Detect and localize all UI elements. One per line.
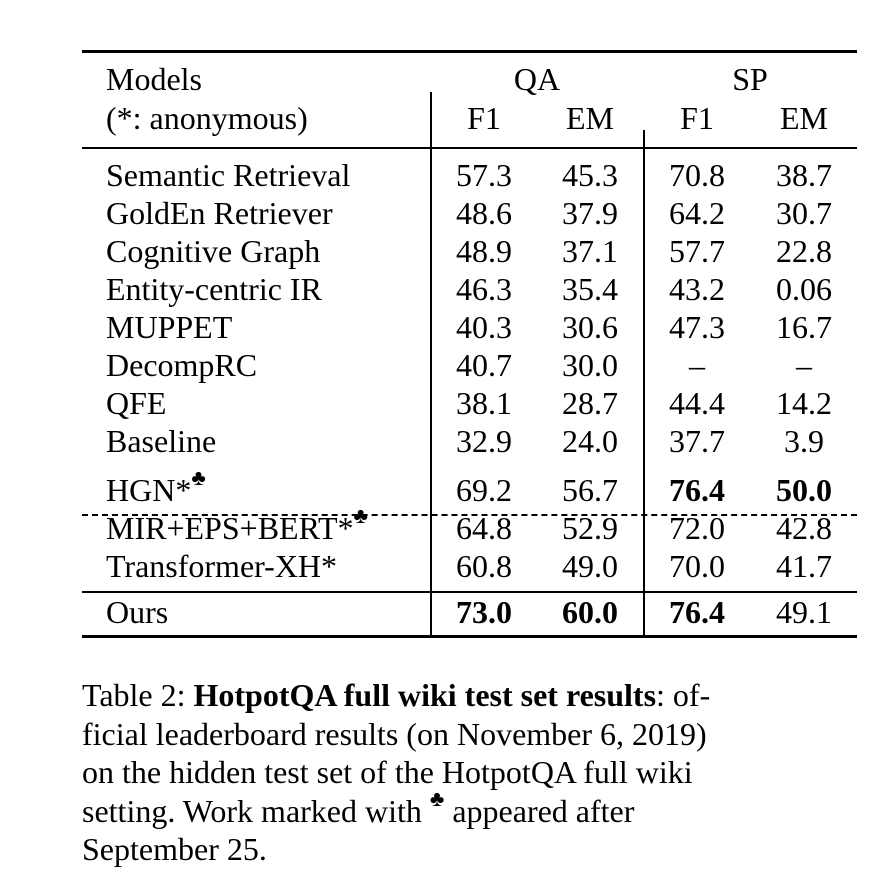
row-sp-f1: 64.2: [669, 195, 725, 231]
caption-title: HotpotQA full wiki test set results: [193, 677, 657, 713]
row-model: Semantic Retrieval: [106, 157, 351, 193]
header-qa-em: EM: [566, 100, 614, 136]
header-group-qa: QA: [513, 61, 561, 97]
row-model: Baseline: [106, 423, 217, 459]
row-qa-em: 30.0: [562, 347, 618, 383]
row-sp-em: 16.7: [776, 309, 832, 345]
row-sp-f1: 76.4: [669, 472, 725, 508]
row-model: QFE: [106, 385, 167, 421]
row-qa-em: 35.4: [562, 271, 618, 307]
header-rule: [82, 147, 857, 149]
header-sp-em: EM: [780, 100, 828, 136]
row-qa-f1: 32.9: [456, 423, 512, 459]
row-qa-f1: 57.3: [456, 157, 512, 193]
row-sp-f1: 44.4: [669, 385, 725, 421]
row-model: MIR+EPS+BERT*♣: [106, 503, 368, 546]
header-group-sp: SP: [732, 61, 768, 97]
table-bottom-rule: [82, 635, 857, 638]
row-sp-f1: 72.0: [669, 510, 725, 546]
header-sp-f1: F1: [680, 100, 714, 136]
row-sp-f1: –: [689, 347, 705, 383]
row-model: Cognitive Graph: [106, 233, 321, 269]
row-qa-f1: 46.3: [456, 271, 512, 307]
row-sp-em: 42.8: [776, 510, 832, 546]
table-caption: [82, 676, 844, 869]
row-qa-em: 37.1: [562, 233, 618, 269]
table-top-rule: [82, 50, 857, 53]
row-qa-f1: 48.6: [456, 195, 512, 231]
row-sp-f1: 70.0: [669, 548, 725, 584]
row-qa-f1: 40.3: [456, 309, 512, 345]
row-qa-f1: 38.1: [456, 385, 512, 421]
row-sp-em: 30.7: [776, 195, 832, 231]
row-sp-f1: 43.2: [669, 271, 725, 307]
results-table: [82, 50, 857, 638]
row-sp-em: 3.9: [784, 423, 824, 459]
row-sp-f1: 57.7: [669, 233, 725, 269]
row-sp-f1: 70.8: [669, 157, 725, 193]
sp-column-divider: [643, 130, 645, 635]
row-model: DecompRC: [106, 347, 258, 383]
row-sp-em: 41.7: [776, 548, 832, 584]
row-qa-f1: 73.0: [456, 594, 512, 630]
row-qa-f1: 64.8: [456, 510, 512, 546]
caption-line-4: setting. Work marked with ♣ appeared after: [82, 785, 635, 829]
row-sp-f1: 37.7: [669, 423, 725, 459]
row-model: GoldEn Retriever: [106, 195, 333, 231]
caption-line-2: ficial leaderboard results (on November 6, 2019): [82, 715, 707, 752]
caption-line-1: Table 2: HotpotQA full wiki test set results: of-: [82, 677, 711, 713]
row-sp-em: 49.1: [776, 594, 832, 630]
row-qa-em: 52.9: [562, 510, 618, 546]
row-sp-f1: 76.4: [669, 594, 725, 630]
qa-column-divider: [430, 92, 432, 635]
row-qa-f1: 60.8: [456, 548, 512, 584]
row-qa-em: 45.3: [562, 157, 618, 193]
row-qa-em: 37.9: [562, 195, 618, 231]
club-mark: ♣: [353, 503, 368, 529]
row-qa-em: 60.0: [562, 594, 618, 630]
caption-line-5: September 25.: [82, 831, 267, 867]
row-sp-em: 0.06: [776, 271, 832, 307]
row-model: Transformer-XH*: [106, 548, 338, 584]
row-sp-em: 14.2: [776, 385, 832, 421]
row-qa-f1: 40.7: [456, 347, 512, 383]
row-model: MUPPET: [106, 309, 233, 345]
club-mark: ♣: [191, 465, 206, 491]
row-sp-f1: 47.3: [669, 309, 725, 345]
row-sp-em: 22.8: [776, 233, 832, 269]
caption-line-3: on the hidden test set of the HotpotQA full wiki: [82, 754, 693, 790]
row-qa-em: 24.0: [562, 423, 618, 459]
row-qa-em: 28.7: [562, 385, 618, 421]
header-qa-f1: F1: [467, 100, 501, 136]
row-qa-em: 30.6: [562, 309, 618, 345]
row-model: HGN*♣: [106, 465, 206, 508]
row-sp-em: –: [796, 347, 812, 383]
row-qa-em: 49.0: [562, 548, 618, 584]
row-qa-em: 56.7: [562, 472, 618, 508]
row-qa-f1: 69.2: [456, 472, 512, 508]
row-model: Ours: [106, 594, 169, 630]
header-models-note: (*: anonymous): [106, 100, 308, 136]
row-qa-f1: 48.9: [456, 233, 512, 269]
header-models: Models: [106, 61, 202, 97]
row-sp-em: 50.0: [776, 472, 832, 508]
club-mark: ♣: [429, 785, 445, 811]
row-sp-em: 38.7: [776, 157, 832, 193]
row-model: Entity-centric IR: [106, 271, 322, 307]
